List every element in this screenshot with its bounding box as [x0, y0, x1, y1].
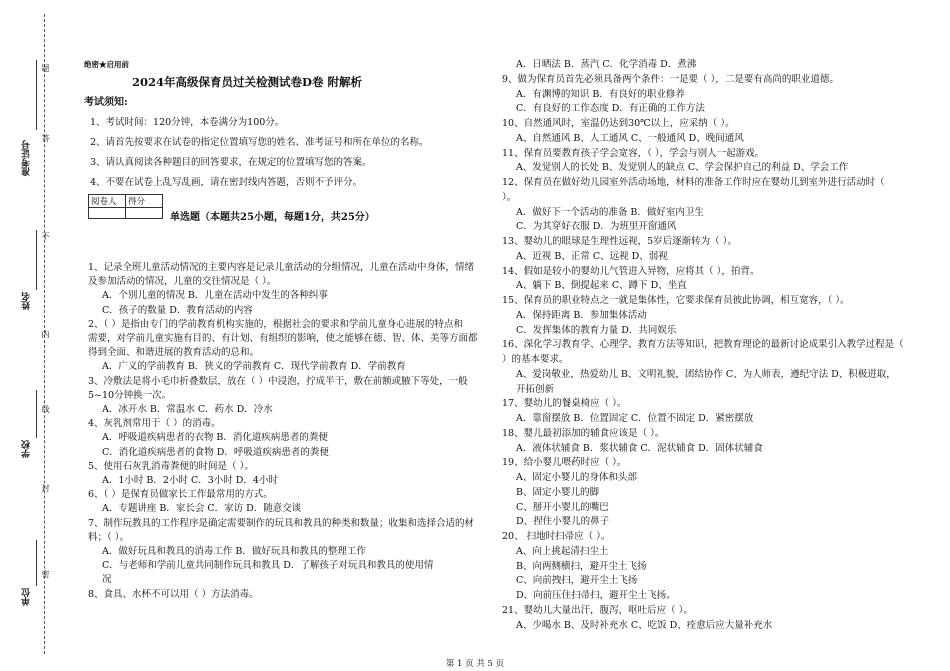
- option-line: B、固定小婴儿的脚: [516, 486, 599, 498]
- option-line: A．专题讲座 B．家长会 C．家访 D．随意交谈: [102, 503, 302, 515]
- notice-item: 3、请认真阅读各种题目的回答要求，在规定的位置填写您的答案。: [90, 157, 372, 168]
- seal-text-da: 答: [41, 134, 50, 142]
- question-line: 2、（ ）是指由专门的学前教育机构实施的，根据社会的要求和学前儿童身心进展的特点和: [88, 318, 463, 330]
- option-line: A、近视 B、正常 C、远视 D、弱视: [516, 250, 668, 262]
- question-line: 3、冷敷法是将小毛巾折叠数层，放在（ ）中浸泡，拧成半干，敷在前额或腋下等处，一般: [88, 375, 468, 387]
- question-line: 9、做为保育员首先必须具备两个条件：一是要（ ），二是要有高尚的职业道德。: [502, 73, 839, 85]
- question-line: ）。: [502, 191, 517, 203]
- notice-item: 4、不要在试卷上乱写乱画，请在密封线内答题，否则不予评分。: [90, 177, 363, 188]
- reviewer-cell[interactable]: [89, 208, 126, 219]
- option-line: C、向前拽扫，避开尘土飞扬: [516, 575, 638, 587]
- option-line: A．有渊博的知识 B．有良好的职业修养: [516, 88, 685, 100]
- option-line: A．日晒法 B．蒸汽 C．化学消毒 D．煮沸: [516, 59, 697, 70]
- question-line: 15、保育员的职业特点之一就是集体性，它要求保育员彼此协调，相互宽容，（ ）。: [502, 295, 850, 306]
- question-line: 18、婴儿最初添加的辅食应该是（ ）。: [502, 427, 665, 439]
- reviewer-header: 阅卷人: [89, 195, 126, 208]
- secret-mark: 绝密★启用前: [84, 60, 129, 69]
- option-line: 开拓创新: [516, 383, 555, 395]
- question-line: 6、（ ）是保育员做家长工作最常用的方式。: [88, 489, 273, 501]
- name-field[interactable]: [36, 230, 37, 290]
- option-line: A．冰开水 B．常温水 C．药水 D．冷水: [102, 404, 273, 415]
- option-line: A．做好玩具和教具的消毒工作 B．做好玩具和教具的整理工作: [102, 546, 366, 557]
- question-line: 需要，对学前儿童实施有目的、有计划、有组织的影响，使之能够在德、智、体、美等方面都: [88, 333, 478, 344]
- exam-number-field[interactable]: [36, 60, 37, 130]
- question-line: 1、记录全班儿童活动情况的主要内容是记录儿童活动的分组情况，儿童在活动中身体，情绪: [88, 262, 475, 273]
- option-line: A、自然通风 B、人工通风 C、一般通风 D、晚间通风: [516, 132, 744, 144]
- option-line: D、捏住小婴儿的鼻子: [516, 516, 610, 528]
- question-line: 4、灰乳剂常用于（ ）的消毒。: [88, 418, 221, 430]
- score-table: [88, 194, 163, 219]
- question-line: ）的基本要求。: [502, 354, 569, 365]
- option-line: C．与老师和学前儿童共同制作玩具和教具 D．了解孩子对玩具和教具的使用情: [102, 560, 434, 572]
- question-line: 12、保育员在做好幼儿园室外活动场地，材料的准备工作时应在婴幼儿到室外进行活动时（: [502, 177, 885, 188]
- option-line: D、向前压住扫帚扫，避开尘土飞扬。: [516, 590, 676, 601]
- option-line: A、爱岗敬业，热爱幼儿 B、文明礼貌，团结协作 C、为人师表，遵纪守法 D、积极进取，: [516, 368, 896, 380]
- question-line: 5~10分钟换一次。: [88, 389, 172, 401]
- binding-margin: [0, 0, 60, 671]
- option-line: A．靠窗摆放 B．位置固定 C．位置不固定 D．紧密摆放: [516, 413, 754, 424]
- option-line: C．孩子的数量 D．教育活动的内容: [102, 304, 253, 316]
- question-line: 料；（ ）。: [88, 531, 130, 543]
- seal-text-xian: 线: [41, 405, 50, 413]
- question-line: 16、深化学习教育学、心理学、教育方法等知识，把教育理论的最新讨论成果引入教学过程是（: [502, 339, 904, 351]
- page-footer: 第 1 页 共 5 页: [445, 659, 505, 669]
- option-line: C．发挥集体的教育力量 D．共同娱乐: [516, 324, 677, 336]
- option-line: A．呼吸道疾病患者的衣物 B．消化道疾病患者的粪便: [102, 432, 328, 444]
- option-line: C．消化道疾病患者的食物 D．呼吸道疾病患者的粪便: [102, 446, 329, 458]
- option-line: C．为其穿好衣服 D．为班里开窗通风: [516, 221, 677, 233]
- school-label: 学校: [22, 440, 32, 458]
- section-title: 单选题（本题共25小题，每题1分，共25分）: [170, 212, 375, 223]
- question-line: 19、给小婴儿喂药时应（ ）。: [502, 457, 627, 469]
- option-line: A．保持距离 B．参加集体活动: [516, 309, 647, 321]
- option-line: A．个别儿童的情况 B．儿童在活动中发生的各种纠事: [102, 290, 328, 302]
- score-cell[interactable]: [126, 208, 163, 219]
- question-line: 5、使用石灰乳消毒粪便的时间是（ ）。: [88, 460, 254, 472]
- page-title: 2024年高级保育员过关检测试卷D卷 附解析: [132, 75, 362, 89]
- question-line: 7、制作玩教具的工作程序是确定需要制作的玩具和教具的种类和数量；收集和选择合适的材: [88, 517, 475, 529]
- exam-number-label: 准考证号: [22, 140, 32, 176]
- option-line: A、向上挑起清扫尘土: [516, 545, 609, 557]
- option-line: C．有良好的工作态度 D．有正确的工作方法: [516, 103, 705, 115]
- school-field[interactable]: [36, 390, 37, 438]
- name-label: 姓名: [22, 292, 32, 310]
- option-line: A．1小时 B．2小时 C．3小时 D．4小时: [102, 475, 278, 486]
- seal-text-feng: 封: [41, 484, 50, 492]
- option-line: A．液体状辅食 B．浆状辅食 C．泥状辅食 D．固体状辅食: [516, 442, 763, 454]
- option-line: A．广义的学前教育 B．狭义的学前教育 C．现代学前教育 D．学前教育: [102, 361, 406, 373]
- question-line: 13、婴幼儿的眼球是生理性远视，5岁后逐渐转为（ ）。: [502, 236, 737, 247]
- option-line: B、向两侧横扫，避开尘土飞扬: [516, 560, 647, 572]
- unit-field[interactable]: [36, 540, 37, 586]
- question-line: 20、 扫地时扫帚应（ ）。: [502, 531, 611, 542]
- seal-text-nei: 内: [41, 330, 50, 338]
- option-line: A、发觉别人的长处 B、发觉别人的缺点 C、学会保护自己的利益 D、学会工作: [516, 162, 849, 174]
- seal-text-ti: 题: [41, 64, 50, 72]
- unit-label: 单位: [22, 588, 32, 606]
- option-line: 况: [102, 574, 112, 586]
- score-header: 得分: [126, 195, 163, 208]
- seal-text-bu: 不: [41, 232, 50, 240]
- notice-item: 1、考试时间：120分钟，本卷满分为100分。: [90, 117, 285, 128]
- option-line: C、掰开小婴儿的嘴巴: [516, 501, 609, 513]
- question-line: 及参加活动的情况，儿童的交往情况是（ ）。: [88, 276, 277, 288]
- question-line: 10、自然通风时，室温仍达到30℃以上，应采纳（ ）。: [502, 118, 735, 129]
- question-line: 11、保育员要教育孩子学会宽容，（ ），学会与别人一起游戏。: [502, 147, 765, 159]
- notice-item: 2、请首先按要求在试卷的指定位置填写您的姓名、准考证号和所在单位的名称。: [90, 137, 429, 148]
- question-line: 8、食具、水杯不可以用（ ）方法消毒。: [88, 588, 259, 600]
- question-line: 21、婴幼儿大量出汗，腹泻，呕吐后应（ ）。: [502, 604, 693, 616]
- question-line: 得到全面、和谐进展的教育活动的总和。: [88, 347, 260, 359]
- option-line: A．做好下一个活动的准备 B．做好室内卫生: [516, 206, 704, 218]
- question-line: 14、假如是较小的婴幼儿气管进入异物，应将其（ ），拍背。: [502, 265, 760, 277]
- seal-text-mi: 密: [41, 570, 50, 578]
- notice-heading: 考试须知:: [84, 97, 128, 108]
- option-line: A、少喝水 B、及时补充水 C、吃饭 D、痊愈后应大量补充水: [516, 619, 773, 631]
- question-line: 17、婴幼儿的餐桌椅应（ ）。: [502, 398, 627, 410]
- option-line: A、躺下 B、倒提起来 C、蹲下 D、坐直: [516, 280, 687, 292]
- option-line: A、固定小婴儿的身体和头部: [516, 472, 637, 483]
